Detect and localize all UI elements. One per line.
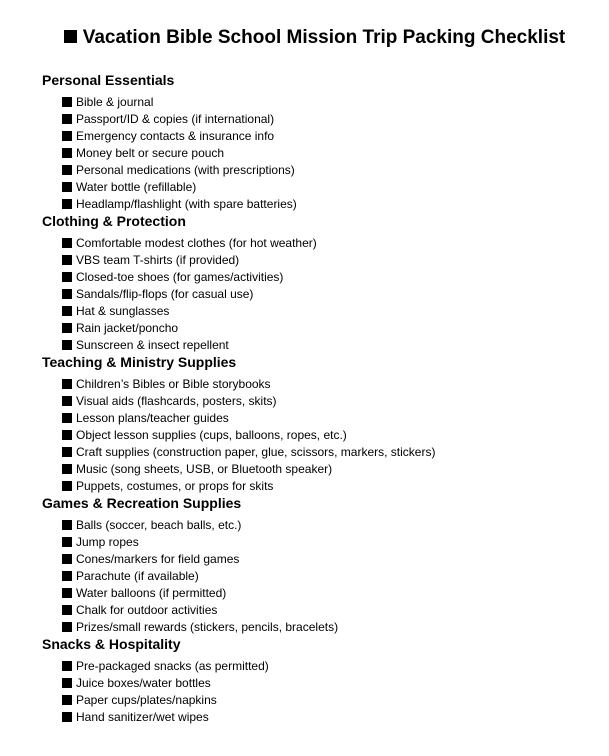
checklist-item-label: Object lesson supplies (cups, balloons, ropes, etc.) [76, 428, 347, 442]
square-bullet-icon [62, 430, 72, 440]
section-heading: Games & Recreation Supplies [42, 495, 242, 511]
checklist-item [62, 145, 602, 162]
square-bullet-icon [62, 306, 72, 316]
checklist-item [62, 337, 602, 354]
square-bullet-icon [62, 289, 72, 299]
checklist-item-label: Emergency contacts & insurance info [76, 129, 275, 143]
checklist-item-label: Rain jacket/poncho [76, 321, 179, 335]
checklist-item [62, 602, 602, 619]
checklist-item [62, 410, 602, 427]
checklist-item-label: Personal medications (with prescriptions) [76, 163, 295, 177]
checklist-item-label: Water balloons (if permitted) [76, 586, 227, 600]
checklist-item-label: Chalk for outdoor activities [76, 603, 218, 617]
square-bullet-icon [62, 481, 72, 491]
section-heading: Snacks & Hospitality [42, 636, 181, 652]
checklist-item [62, 534, 602, 551]
square-bullet-icon [62, 97, 72, 107]
checklist-item-label: Money belt or secure pouch [76, 146, 225, 160]
checklist-item-label: Passport/ID & copies (if international) [76, 112, 275, 126]
checklist-item [62, 658, 602, 675]
checklist-item [62, 585, 602, 602]
checklist-section-list [42, 658, 602, 726]
checklist-item [62, 551, 602, 568]
checklist-item-label: Craft supplies (construction paper, glue, scissors, markers, stickers) [76, 445, 436, 459]
square-bullet-icon [62, 554, 72, 564]
checklist-item [62, 709, 602, 726]
checklist-item-label: Parachute (if available) [76, 569, 199, 583]
square-bullet-icon [62, 447, 72, 457]
checklist-item [62, 444, 602, 461]
checklist-item [62, 179, 602, 196]
square-bullet-icon [62, 255, 72, 265]
square-bullet-icon [62, 165, 72, 175]
checklist-item-label: Closed-toe shoes (for games/activities) [76, 270, 284, 284]
checklist-section-list [42, 517, 602, 636]
checklist-item [62, 286, 602, 303]
checklist-item [62, 128, 602, 145]
square-bullet-icon [62, 622, 72, 632]
square-bullet-icon [62, 537, 72, 547]
checklist-item [62, 94, 602, 111]
checklist-item [62, 252, 602, 269]
section-heading: Teaching & Ministry Supplies [42, 354, 237, 370]
checklist-item [62, 320, 602, 337]
square-bullet-icon [62, 148, 72, 158]
checklist-item-label: Lesson plans/teacher guides [76, 411, 229, 425]
checklist-item-label: Jump ropes [76, 535, 139, 549]
checklist-item [62, 461, 602, 478]
checklist-item-label: Music (song sheets, USB, or Bluetooth speaker) [76, 462, 333, 476]
checklist-item-label: Hand sanitizer/wet wipes [76, 710, 209, 724]
square-bullet-icon [62, 695, 72, 705]
checklist-item-label: Sunscreen & insect repellent [76, 338, 229, 352]
checklist-item [62, 675, 602, 692]
square-bullet-icon [62, 323, 72, 333]
square-bullet-icon [62, 464, 72, 474]
page-title [0, 27, 609, 49]
square-bullet-icon [62, 182, 72, 192]
checklist-item-label: Water bottle (refillable) [76, 180, 197, 194]
checklist-item-label: Puppets, costumes, or props for skits [76, 479, 274, 493]
section-heading: Personal Essentials [42, 72, 175, 88]
square-bullet-icon [62, 238, 72, 248]
checklist-item [62, 478, 602, 495]
square-bullet-icon [62, 272, 72, 282]
checklist-item [62, 517, 602, 534]
checklist-item-label: Comfortable modest clothes (for hot weather) [76, 236, 317, 250]
square-bullet-icon [62, 678, 72, 688]
square-bullet-icon [62, 396, 72, 406]
checklist-item-label: Visual aids (flashcards, posters, skits) [76, 394, 277, 408]
square-bullet-icon [64, 30, 77, 43]
checklist-item [62, 376, 602, 393]
checklist-item-label: Pre-packaged snacks (as permitted) [76, 659, 269, 673]
checklist-item-label: Juice boxes/water bottles [76, 676, 211, 690]
checklist-item-label: Paper cups/plates/napkins [76, 693, 217, 707]
checklist-item [62, 568, 602, 585]
checklist-item-label: Headlamp/flashlight (with spare batteries) [76, 197, 297, 211]
checklist-item [62, 427, 602, 444]
checklist-section-list [42, 94, 602, 213]
checklist-item [62, 619, 602, 636]
checklist-item-label: Balls (soccer, beach balls, etc.) [76, 518, 242, 532]
checklist-item [62, 269, 602, 286]
square-bullet-icon [62, 131, 72, 141]
checklist-item [62, 235, 602, 252]
checklist-item [62, 303, 602, 320]
checklist-item [62, 111, 602, 128]
checklist-section-list [42, 376, 602, 495]
checklist-item [62, 393, 602, 410]
checklist-item [62, 162, 602, 179]
checklist-item-label: Hat & sunglasses [76, 304, 170, 318]
square-bullet-icon [62, 114, 72, 124]
square-bullet-icon [62, 605, 72, 615]
square-bullet-icon [62, 199, 72, 209]
square-bullet-icon [62, 712, 72, 722]
section-heading: Clothing & Protection [42, 213, 186, 229]
square-bullet-icon [62, 661, 72, 671]
checklist-item-label: Bible & journal [76, 95, 154, 109]
checklist-item [62, 692, 602, 709]
checklist-item-label: Children’s Bibles or Bible storybooks [76, 377, 271, 391]
square-bullet-icon [62, 379, 72, 389]
square-bullet-icon [62, 571, 72, 581]
square-bullet-icon [62, 413, 72, 423]
checklist-item [62, 196, 602, 213]
page-title-text: Vacation Bible School Mission Trip Packing Checklist [82, 27, 566, 48]
square-bullet-icon [62, 340, 72, 350]
square-bullet-icon [62, 588, 72, 598]
checklist-item-label: Sandals/flip-flops (for casual use) [76, 287, 254, 301]
checklist-item-label: Cones/markers for field games [76, 552, 240, 566]
checklist [42, 72, 602, 726]
checklist-section-list [42, 235, 602, 354]
checklist-item-label: Prizes/small rewards (stickers, pencils, bracelets) [76, 620, 339, 634]
checklist-item-label: VBS team T-shirts (if provided) [76, 253, 240, 267]
square-bullet-icon [62, 520, 72, 530]
